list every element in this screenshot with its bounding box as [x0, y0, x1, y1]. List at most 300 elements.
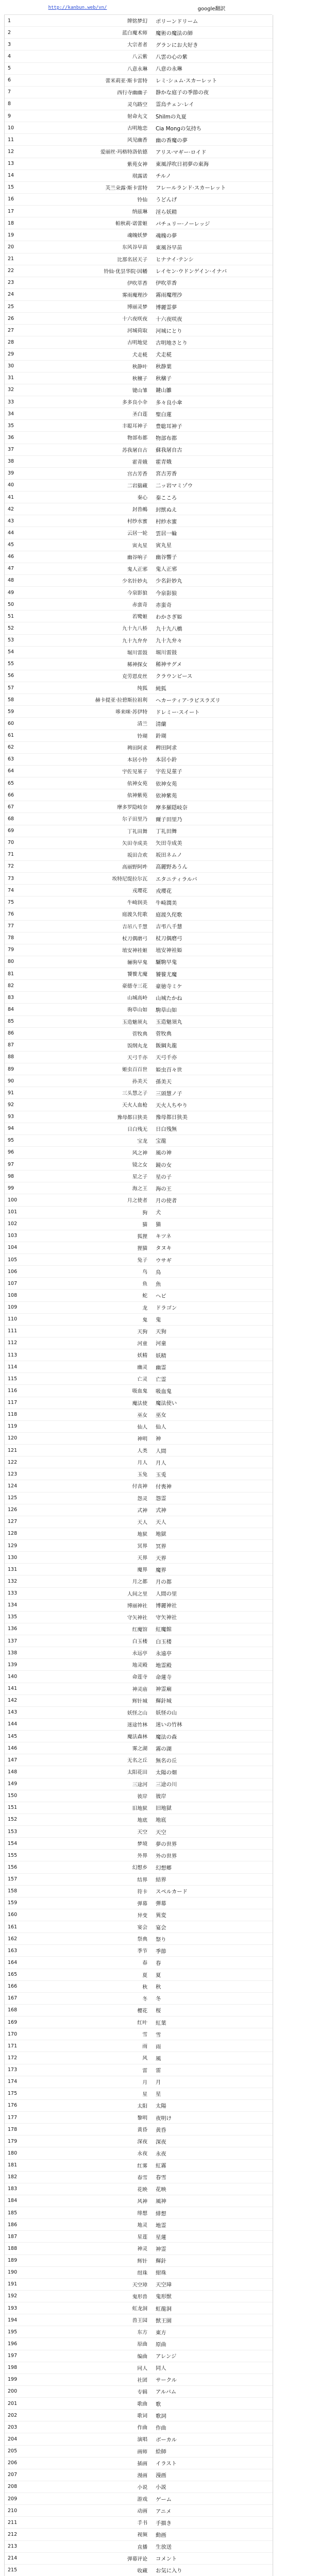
table-row [5, 194, 273, 206]
row-number: 89 [8, 1066, 14, 1072]
row-number: 208 [8, 2484, 18, 2490]
table-row [5, 1075, 273, 1087]
source-term: 同人 [137, 2365, 147, 2371]
google-translation: 風神 [156, 2198, 166, 2205]
source-term: 狗 [142, 1210, 147, 1216]
row-number: 10 [8, 125, 14, 131]
row-number: 45 [8, 542, 14, 548]
source-term: 庭渡久侘歌 [122, 912, 147, 918]
table-row [5, 825, 273, 837]
source-term: 幻想乡 [132, 1865, 147, 1871]
row-number: 2 [8, 29, 11, 36]
row-number: 106 [8, 1268, 18, 1275]
table-row [5, 480, 273, 492]
table-row [5, 2088, 273, 2100]
google-translation: 結界 [156, 1877, 166, 1884]
google-translation: 玉造魅須丸 [156, 1019, 182, 1026]
google-translation: 饕餮尤魔 [156, 971, 177, 978]
table-row [5, 1421, 273, 1433]
google-translation: 宇佐見菫子 [156, 769, 182, 775]
source-term: 铃仙·优昙华院·因幡 [104, 268, 147, 275]
google-translation: 吉弔八千慧 [156, 924, 182, 930]
table-row [5, 1850, 273, 1861]
google-translation: 本居小鈴 [156, 757, 177, 764]
row-number: 77 [8, 923, 14, 929]
source-term: 雷 [142, 2067, 147, 2074]
row-number: 153 [8, 1828, 18, 1835]
table-row [5, 873, 273, 885]
source-term: 东方 [137, 2330, 147, 2336]
source-term: 高丽野阿吽 [122, 864, 147, 870]
source-term: 天弓千亦 [127, 1055, 147, 1061]
table-row [5, 2040, 273, 2052]
row-number: 134 [8, 1602, 18, 1608]
source-term: 神灵 [137, 2246, 147, 2252]
table-row [5, 1612, 273, 1623]
google-translation: 冬 [156, 1996, 161, 2003]
row-number: 71 [8, 852, 14, 858]
table-row [5, 158, 273, 170]
source-term: 纯狐 [137, 686, 147, 692]
source-term: 苏我屠自古 [122, 447, 147, 453]
google-translation: チルノ [156, 173, 171, 180]
row-number: 12 [8, 148, 14, 155]
table-row [5, 694, 273, 706]
row-number: 166 [8, 1984, 18, 1990]
google-translation: 夏 [156, 1972, 161, 1979]
table-row [5, 2386, 273, 2398]
source-term: 吉吊八千慧 [122, 924, 147, 930]
table-row [5, 432, 273, 444]
google-translation: 静かな庭子の季節の夜 [156, 90, 209, 96]
table-row [5, 277, 273, 289]
google-translation: 淫ら妖精 [156, 209, 177, 215]
source-term: 今泉影狼 [127, 590, 147, 597]
source-term: 秋 [142, 1984, 147, 1990]
table-row [5, 1171, 273, 1182]
row-number: 202 [8, 2412, 18, 2418]
row-number: 160 [8, 1912, 18, 1918]
table-row [5, 87, 273, 98]
table-row [5, 1290, 273, 1301]
table-row [5, 1886, 273, 1897]
table-row [5, 908, 273, 920]
row-number: 13 [8, 161, 14, 167]
row-number: 164 [8, 1959, 18, 1965]
table-row [5, 992, 273, 1004]
source-term: 芙兰朵露·斯卡雷特 [105, 185, 147, 191]
source-term: 神灵庙 [132, 1686, 147, 1692]
source-term: 饭纲丸龙 [127, 1043, 147, 1049]
google-translation: 幽の香魔の夢 [156, 137, 188, 144]
google-translation: 仙人 [156, 1424, 166, 1431]
source-term: 圣白莲 [132, 412, 147, 418]
table-row [5, 1552, 273, 1564]
row-number: 188 [8, 2245, 18, 2251]
google-translation: Cia Mongの気持ち [156, 125, 202, 132]
table-row [5, 50, 273, 62]
source-term: 九十九弁弁 [122, 638, 147, 644]
row-number: 8 [8, 101, 11, 107]
table-row [5, 1087, 273, 1099]
row-number: 192 [8, 2293, 18, 2299]
google-translation: 九十九八橋 [156, 625, 182, 632]
source-term: 堀川雷鼓 [127, 650, 147, 656]
table-row [5, 1147, 273, 1159]
source-term: 清兰 [137, 721, 147, 727]
row-number: 40 [8, 482, 14, 488]
google-translation: 動画 [156, 2532, 166, 2538]
row-number: 22 [8, 268, 14, 274]
row-number: 125 [8, 1495, 18, 1501]
table-row [5, 1588, 273, 1600]
row-number: 20 [8, 244, 14, 250]
table-row [5, 2398, 273, 2410]
source-term: 花映 [137, 2187, 147, 2193]
google-translation: 河童 [156, 1341, 166, 1347]
source-term: 月之使者 [127, 1198, 147, 1204]
google-translation: 太陽の畑 [156, 1769, 177, 1776]
google-translation: アルバム [156, 2389, 177, 2396]
source-term: 漫画 [137, 2472, 147, 2479]
row-number: 65 [8, 780, 14, 786]
google-translation: 黄昏 [156, 2127, 166, 2133]
row-number: 187 [8, 2233, 18, 2240]
table-row [5, 611, 273, 622]
table-row [5, 2005, 273, 2016]
row-number: 155 [8, 1852, 18, 1858]
row-number: 195 [8, 2329, 18, 2335]
table-row [5, 1135, 273, 1147]
google-translation: 三途の川 [156, 1782, 177, 1788]
google-translation: 幽霊 [156, 1364, 166, 1371]
google-translation: 爾子田里乃 [156, 816, 182, 823]
row-number: 9 [8, 113, 11, 119]
google-translation: 雨 [156, 2043, 161, 2050]
source-term: 古明地觉 [127, 340, 147, 346]
google-translation: 菅牧典 [156, 1031, 172, 1038]
row-number: 204 [8, 2436, 18, 2442]
google-translation: スペルカード [156, 1889, 188, 1895]
row-number: 46 [8, 554, 14, 560]
google-translation: 月 [156, 2079, 161, 2086]
row-number: 203 [8, 2424, 18, 2430]
google-translation: 天狗 [156, 1329, 166, 1335]
table-row [5, 1182, 273, 1194]
row-number: 19 [8, 232, 14, 238]
google-translation: 驪駒早鬼 [156, 959, 177, 966]
row-number: 215 [8, 2567, 18, 2573]
google-translation: 鍵山雛 [156, 387, 172, 394]
google-translation: 白玉楼 [156, 1638, 172, 1645]
row-number: 30 [8, 363, 14, 369]
row-number: 34 [8, 411, 14, 417]
row-number: 54 [8, 649, 14, 655]
table-row [5, 2076, 273, 2088]
table-row [5, 361, 273, 372]
source-term: 鸟 [142, 1269, 147, 1276]
source-term: 蓝白魔术师 [122, 30, 147, 37]
row-number: 172 [8, 2055, 18, 2061]
row-number: 157 [8, 1876, 18, 1883]
row-number: 189 [8, 2258, 18, 2264]
google-translation: 守矢神社 [156, 1615, 177, 1621]
source-term: 人类 [137, 1448, 147, 1454]
table-row [5, 1993, 273, 2005]
google-translation: 月の使者 [156, 1197, 177, 1204]
row-number: 186 [8, 2222, 18, 2228]
table-row [5, 1123, 273, 1135]
google-translation: 獣王園 [156, 2317, 172, 2324]
row-number: 64 [8, 768, 14, 774]
source-term: 犬走椛 [132, 352, 147, 358]
source-term: 辉针 [137, 2258, 147, 2264]
source-term: 红魔馆 [132, 1626, 147, 1633]
source-term: 地底 [137, 1817, 147, 1823]
google-translation: 純狐 [156, 685, 166, 692]
row-number: 116 [8, 1387, 18, 1394]
google-translation: ボーカル [156, 2436, 177, 2443]
row-number: 210 [8, 2507, 18, 2514]
google-translation: 彼岸 [156, 1793, 166, 1800]
google-translation: 猫 [156, 1222, 161, 1228]
row-number: 36 [8, 434, 14, 440]
table-row [5, 1659, 273, 1671]
source-term: 豪德寺三花 [122, 984, 147, 990]
table-row [5, 1504, 273, 1516]
row-number: 151 [8, 1805, 18, 1811]
source-term: 视频 [137, 2532, 147, 2538]
google-translation: 稀神サグメ [156, 662, 182, 668]
google-translation: 豪徳寺ミケ [156, 983, 182, 990]
google-translation: 宝龍 [156, 1138, 166, 1145]
source-term: 河童 [137, 1341, 147, 1347]
source-term: 原曲 [137, 2342, 147, 2348]
google-translation: キツネ [156, 1233, 172, 1240]
table-row [5, 1326, 273, 1337]
source-term: 星莲 [137, 2234, 147, 2241]
table-row [5, 766, 273, 777]
row-number: 131 [8, 1566, 18, 1572]
google-translation: 寅丸星 [156, 543, 172, 549]
table-row [5, 1254, 273, 1266]
google-translation: グランにお大好き [156, 42, 198, 48]
row-number: 110 [8, 1316, 18, 1323]
google-translation: 戎瓔花 [156, 888, 172, 894]
source-term: 封兽鵺 [132, 507, 147, 513]
google-translation: 鬼形獣 [156, 2294, 172, 2300]
row-number: 132 [8, 1578, 18, 1584]
google-translation: 緋想 [156, 2210, 166, 2217]
table-row [5, 2136, 273, 2147]
google-translation: 魔術の魔法の師 [156, 30, 193, 37]
source-term: 小说 [137, 2484, 147, 2490]
source-term: 牌铭梦幻 [127, 19, 147, 25]
table-row [5, 1266, 273, 1278]
row-number: 53 [8, 637, 14, 643]
source-term: 结界 [137, 1877, 147, 1883]
row-number: 170 [8, 2031, 18, 2037]
row-number: 145 [8, 1733, 18, 1739]
source-term: 黄昏 [137, 2127, 147, 2133]
source-term: 式神 [137, 1507, 147, 1514]
google-translation: 紺珠 [156, 2270, 166, 2277]
row-number: 38 [8, 459, 14, 465]
table-row [5, 599, 273, 611]
source-term: 地灵殿 [132, 1663, 147, 1669]
source-term: 古明地恋 [127, 126, 147, 132]
row-number: 27 [8, 327, 14, 333]
row-number: 123 [8, 1471, 18, 1477]
source-term: 丰聪耳神子 [122, 423, 147, 430]
google-translation: 孫美天 [156, 1078, 172, 1085]
source-term: 妖精 [137, 1353, 147, 1359]
row-number: 105 [8, 1257, 18, 1263]
google-translation: 輝針城 [156, 1698, 172, 1705]
google-translation: 妖精 [156, 1352, 166, 1359]
source-term: 游戏 [137, 2497, 147, 2503]
table-row [5, 492, 273, 503]
source-term: 魔法使 [132, 1400, 147, 1406]
google-translation: 輝針 [156, 2258, 166, 2265]
row-number: 26 [8, 315, 14, 321]
table-row [5, 2565, 273, 2576]
row-number: 163 [8, 1947, 18, 1954]
google-translation: アレンジ [156, 2353, 177, 2360]
table-row [5, 217, 273, 229]
google-translation: 牛崎潤美 [156, 900, 177, 906]
google-translation: 鳥 [156, 1269, 161, 1276]
google-translation: 二ッ岩マミゾウ [156, 483, 193, 489]
google-translation: 三頭慧ノ子 [156, 1090, 182, 1097]
source-term: 妖怪之山 [127, 1710, 147, 1716]
translation-document [4, 1, 272, 2576]
source-term: 月 [142, 2079, 147, 2086]
google-translation: 姫虫百々世 [156, 1066, 182, 1073]
table-row [5, 933, 273, 944]
table-row [5, 1742, 273, 1754]
google-translation: 清蘭 [156, 721, 166, 727]
source-term: 雾之湖 [132, 1746, 147, 1752]
google-translation: 霧の湖 [156, 1745, 172, 1752]
row-number: 44 [8, 530, 14, 536]
table-row [5, 2433, 273, 2445]
table-row [5, 2183, 273, 2195]
google-translation: 秋静葉 [156, 364, 172, 370]
source-term: 守矢神社 [127, 1615, 147, 1621]
table-row [5, 2350, 273, 2362]
source-term: 手书 [137, 2520, 147, 2527]
source-term: 骊驹早鬼 [127, 959, 147, 965]
source-term: 坂田合欢 [127, 852, 147, 858]
row-number: 43 [8, 518, 14, 524]
row-number: 143 [8, 1709, 18, 1716]
source-term: 辉针城 [132, 1698, 147, 1704]
google-translation: 幻想郷 [156, 1865, 172, 1871]
row-number: 113 [8, 1352, 18, 1358]
table-row [5, 563, 273, 575]
table-row [5, 2446, 273, 2458]
source-term: 月之都 [132, 1579, 147, 1585]
google-translation: 月人 [156, 1460, 166, 1466]
google-translation: 玉兎 [156, 1471, 166, 1478]
table-row [5, 1493, 273, 1504]
source-term: 猫 [142, 1222, 147, 1228]
table-row [5, 1278, 273, 1290]
row-number: 48 [8, 578, 14, 584]
table-row [5, 134, 273, 146]
row-number: 178 [8, 2126, 18, 2132]
google-translation: 魔界 [156, 1567, 166, 1573]
google-translation: 霧雨魔理沙 [156, 292, 182, 299]
source-term: 天界 [137, 1555, 147, 1562]
row-number: 146 [8, 1745, 18, 1751]
source-term: 铃瑚 [137, 733, 147, 739]
row-number: 206 [8, 2460, 18, 2466]
row-number: 3 [8, 41, 11, 47]
row-number: 161 [8, 1924, 18, 1930]
row-number: 175 [8, 2091, 18, 2097]
source-term: 歌曲 [137, 2401, 147, 2408]
row-number: 74 [8, 887, 14, 893]
table-row [5, 2112, 273, 2124]
source-term: 埴安神袿姬 [122, 947, 147, 954]
source-term: 霍青娥 [132, 459, 147, 465]
source-term: 巫女 [137, 1412, 147, 1418]
source-term: 三途河 [132, 1782, 147, 1788]
row-number: 51 [8, 613, 14, 619]
row-number: 80 [8, 959, 14, 965]
google-translation: 式神 [156, 1507, 166, 1514]
table-row [5, 1731, 273, 1742]
google-translation: 星 [156, 2091, 161, 2098]
google-translation: 怨霊 [156, 1496, 166, 1502]
table-row [5, 2458, 273, 2469]
source-term: 幽灵 [137, 1365, 147, 1371]
source-term: 键山雏 [132, 387, 147, 394]
google-translation: 巫女 [156, 1412, 166, 1419]
table-row [5, 1575, 273, 1587]
source-term: 姬虫百百世 [122, 1067, 147, 1073]
row-number: 61 [8, 733, 14, 739]
source-url-link[interactable]: http://kanbun.web/vn/ [48, 5, 107, 10]
table-row [5, 515, 273, 527]
source-term: 虹龙洞 [132, 2306, 147, 2312]
source-term: 神明 [137, 1436, 147, 1442]
table-row [5, 980, 273, 992]
row-number: 205 [8, 2448, 18, 2454]
google-translation: 東風谷早苗 [156, 244, 182, 251]
source-term: 外界 [137, 1853, 147, 1859]
google-translation: 鬼 [156, 1317, 161, 1324]
source-term: 蛇 [142, 1293, 147, 1299]
google-translation: 博麗霊夢 [156, 304, 177, 311]
table-row [5, 2517, 273, 2529]
table-row [5, 1207, 273, 1218]
row-number: 121 [8, 1447, 18, 1453]
source-term: 比那名居天子 [117, 257, 147, 263]
table-row [5, 658, 273, 670]
table-row [5, 682, 273, 694]
google-translation: 作曲 [156, 2425, 166, 2431]
source-term: 风神 [137, 2198, 147, 2205]
source-term: 专辑 [137, 2389, 147, 2395]
row-number: 56 [8, 673, 14, 679]
row-number: 130 [8, 1554, 18, 1561]
google-translation: 深夜 [156, 2139, 166, 2145]
row-number: 39 [8, 470, 14, 477]
source-term: 雨 [142, 2044, 147, 2050]
